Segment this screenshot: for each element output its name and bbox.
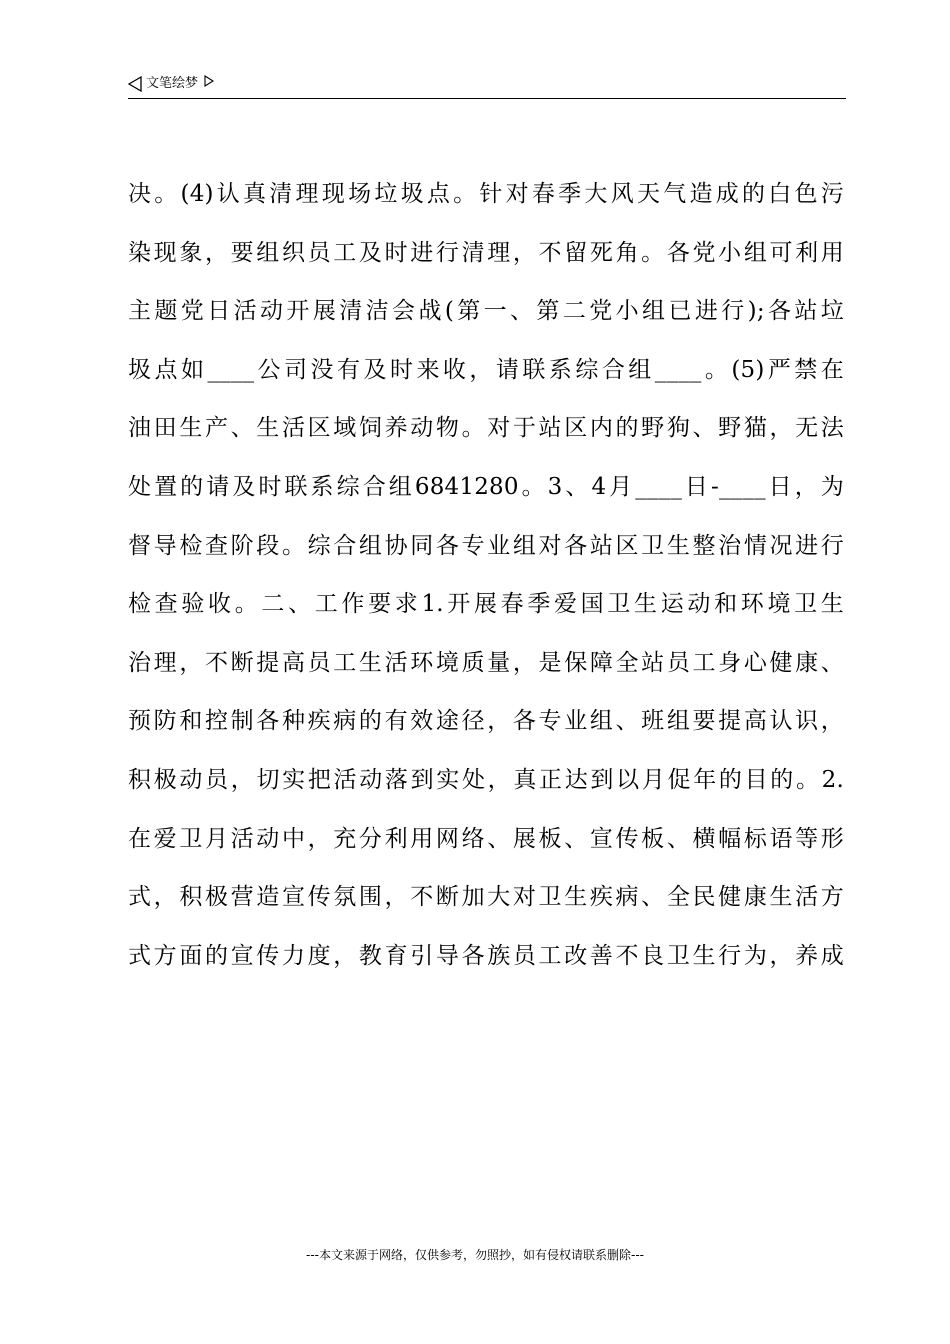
header-brand-label: 文笔绘梦 [146, 76, 199, 91]
header-brand [128, 76, 214, 92]
body-line: 决。(4)认真清理现场垃圾点。针对春季大风天气造成的白色污 [128, 181, 844, 207]
body-line: 式，积极营造宣传氛围，不断加大对卫生疾病、全民健康生活方 [128, 884, 844, 911]
document-body [128, 165, 844, 985]
body-line: 积极动员，切实把活动落到实处，真正达到以月促年的目的。2. [128, 766, 844, 793]
body-line: 处置的请及时联系综合组6841280。3、4月____日-____日，为 [128, 473, 844, 500]
body-line: 染现象，要组织员工及时进行清理，不留死角。各党小组可利用 [128, 239, 844, 266]
page-header [128, 74, 846, 99]
body-line: 检查验收。二、工作要求1.开展春季爱国卫生运动和环境卫生 [128, 591, 844, 618]
body-line: 油田生产、生活区域饲养动物。对于站区内的野狗、野猫，无法 [128, 415, 844, 442]
footer-notice: ---本文来源于网络，仅供参考，勿照抄，如有侵权请联系删除--- [306, 1248, 644, 1262]
triangle-left-outline-icon [128, 76, 142, 92]
body-line: 治理，不断提高员工生活环境质量，是保障全站员工身心健康、 [128, 649, 844, 676]
body-line: 式方面的宣传力度，教育引导各族员工改善不良卫生行为，养成 [128, 942, 844, 969]
body-line: 主题党日活动开展清洁会战(第一、第二党小组已进行);各站垃 [128, 298, 844, 325]
body-line: 在爱卫月活动中，充分利用网络、展板、宣传板、横幅标语等形 [128, 825, 844, 852]
body-line: 督导检查阶段。综合组协同各专业组对各站区卫生整治情况进行 [128, 532, 844, 559]
triangle-right-outline-icon [204, 75, 214, 87]
body-line: 预防和控制各种疾病的有效途径，各专业组、班组要提高认识， [128, 708, 844, 735]
body-line: 圾点如____公司没有及时来收，请联系综合组____。(5)严禁在 [128, 356, 844, 383]
